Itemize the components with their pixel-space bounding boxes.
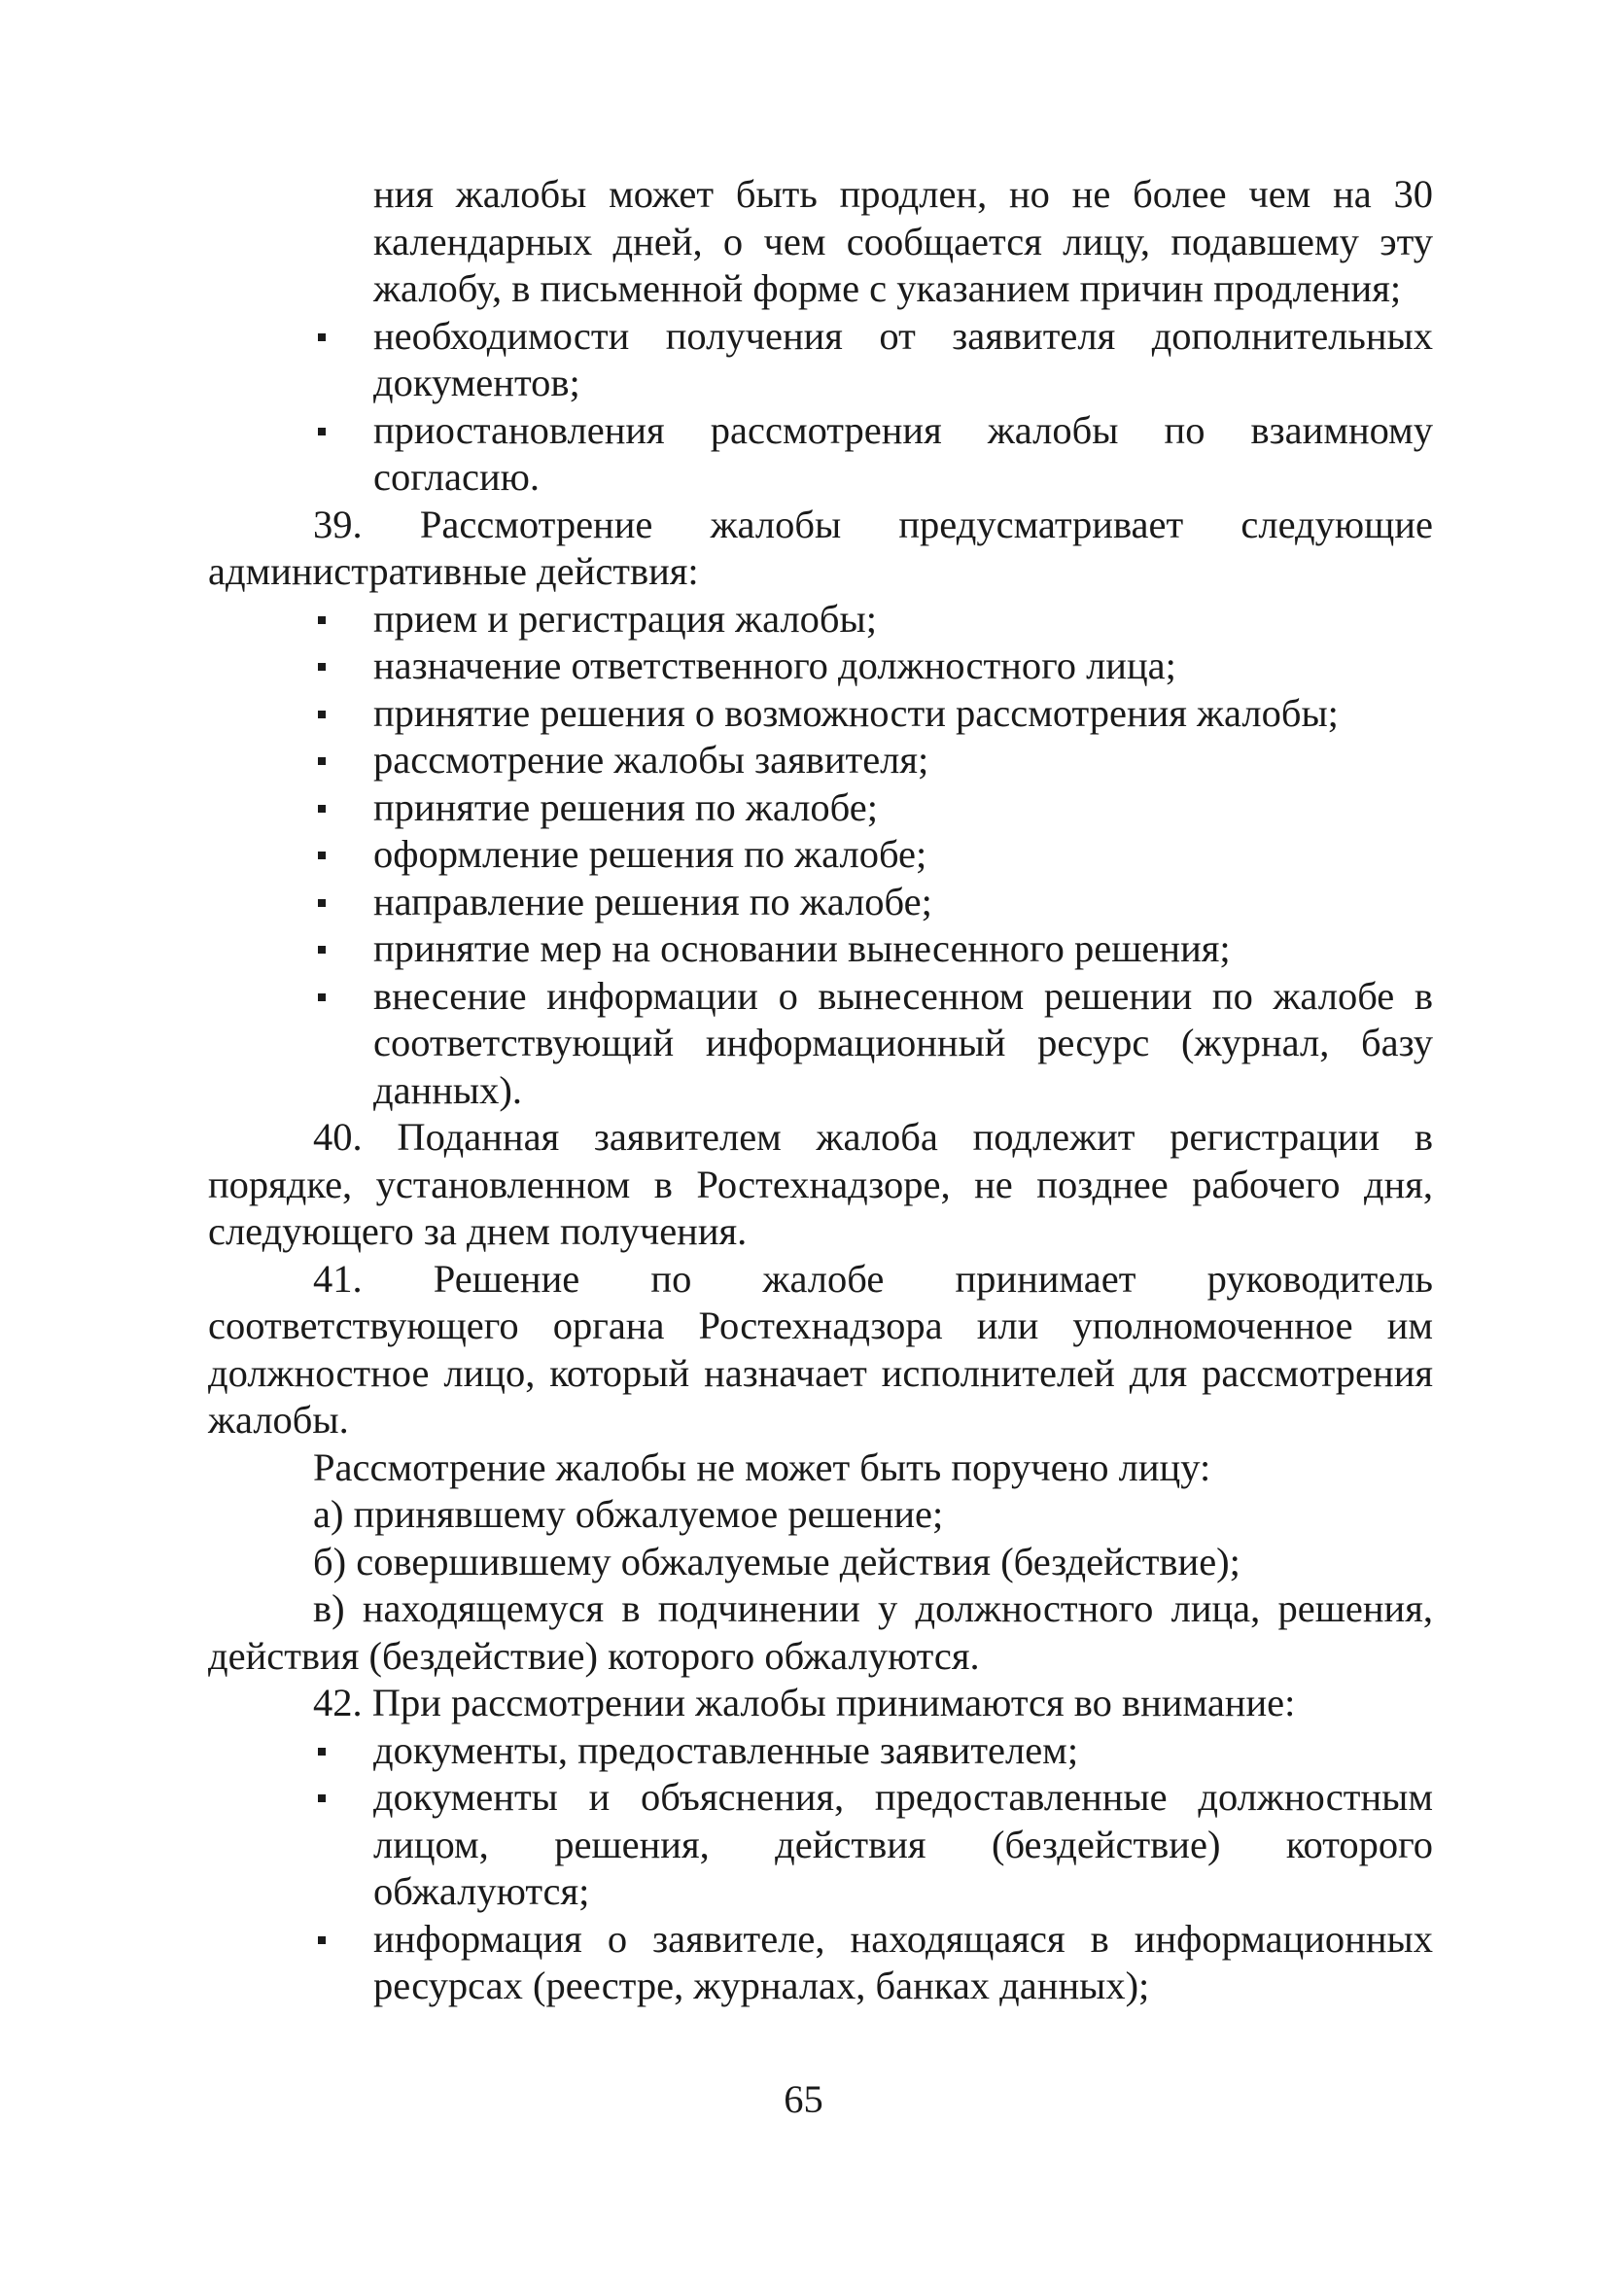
list-item-a: а) принявшему обжалуемое решение; <box>313 1492 944 1536</box>
paragraph-42: 42. При рассмотрении жалобы принимаются во внимание: <box>313 1681 1296 1724</box>
page-number: 65 <box>784 2077 823 2121</box>
bullet-icon <box>318 1748 326 1756</box>
bullet-icon <box>318 663 326 671</box>
bullet-item: принятие решения по жалобе; <box>208 784 1433 832</box>
bullet-icon <box>318 757 326 765</box>
bullet-item: документы, предоставленные заявителем; <box>208 1727 1433 1775</box>
paragraph-39: 39. Рассмотрение жалобы предусматривает следующие административные действия: <box>208 502 1433 593</box>
body-text <box>208 171 1433 2010</box>
bullet-item: рассмотрение жалобы заявителя; <box>208 737 1433 784</box>
bullet-item: принятие решения о возможности рассмотрения жалобы; <box>208 690 1433 738</box>
bullet-item: назначение ответственного должностного лица; <box>208 643 1433 690</box>
list-item-b: б) совершившему обжалуемые действия (бездействие); <box>313 1539 1240 1583</box>
bullet-icon <box>318 946 326 954</box>
list-item-v: в) находящемуся в подчинении у должностного лица, решения, действия (бездействие) которого обжалуются. <box>208 1586 1433 1678</box>
bullet-icon <box>318 1936 326 1944</box>
paragraph-41: 41. Решение по жалобе принимает руководитель соответствующего органа Ростехнадзора или уполномоченное им должностное лицо, который назначает исполнителей для рассмотрения жалобы. <box>208 1256 1433 1442</box>
bullet-item: внесение информации о вынесенном решении по жалобе в соответствующий информационный ресурс (журнал, базу данных). <box>208 973 1433 1115</box>
bullet-icon <box>318 899 326 907</box>
bullet-icon <box>318 711 326 718</box>
bullet-item: оформление решения по жалобе; <box>208 831 1433 879</box>
bullet-icon <box>318 993 326 1001</box>
paragraph-line: Рассмотрение жалобы не может быть поручено лицу: <box>313 1444 1211 1489</box>
bullet-icon <box>318 805 326 813</box>
bullet-item: необходимости получения от заявителя дополнительных документов; <box>208 313 1433 407</box>
bullet-icon <box>318 333 326 341</box>
bullet-icon <box>318 616 326 624</box>
bullet-icon <box>318 428 326 435</box>
bullet-item: прием и регистрация жалобы; <box>208 596 1433 644</box>
bullet-item: документы и объяснения, предоставленные должностным лицом, решения, действия (бездействие) которого обжалуются; <box>208 1774 1433 1916</box>
bullet-item: приостановления рассмотрения жалобы по взаимному согласию. <box>208 407 1433 502</box>
paragraph-40: 40. Поданная заявителем жалоба подлежит регистрации в порядке, установленном в Ростехнадзоре, не позднее рабочего дня, следующего за днем получения. <box>208 1115 1433 1253</box>
bullet-item: информация о заявителе, находящаяся в информационных ресурсах (реестре, журналах, банках данных); <box>208 1916 1433 2010</box>
bullet-icon <box>318 852 326 859</box>
bullet-item: направление решения по жалобе; <box>208 879 1433 926</box>
bullet-item: принятие мер на основании вынесенного решения; <box>208 925 1433 973</box>
bullet-icon <box>318 1794 326 1802</box>
continued-bullet-text: ния жалобы может быть продлен, но не более чем на 30 календарных дней, о чем сообщается лицу, подавшему эту жалобу, в письменной форме с указанием причин продления; <box>373 172 1433 310</box>
